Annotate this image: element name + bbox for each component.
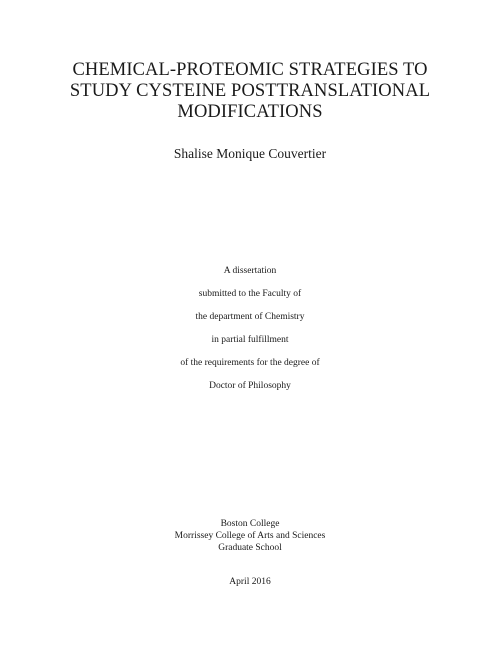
institution-line-2: Morrissey College of Arts and Sciences <box>174 531 326 541</box>
statement-line-1: A dissertation <box>223 266 277 276</box>
author-name: Shalise Monique Couvertier <box>173 146 327 161</box>
institution-line-1: Boston College <box>220 519 280 529</box>
statement-line-2: submitted to the Faculty of <box>198 289 302 299</box>
statement-line-5: of the requirements for the degree of <box>180 358 320 368</box>
statement-line-4: in partial fulfillment <box>211 335 289 345</box>
title-line-2: STUDY CYSTEINE POSTTRANSLATIONAL <box>69 81 431 101</box>
institution-block <box>40 518 460 554</box>
statement-line-3: the department of Chemistry <box>195 312 305 322</box>
submission-date: April 2016 <box>229 577 271 587</box>
dissertation-title <box>40 60 460 123</box>
statement-line-6: Doctor of Philosophy <box>209 381 291 391</box>
institution-line-3: Graduate School <box>218 543 282 553</box>
title-line-3: MODIFICATIONS <box>177 102 323 122</box>
degree-statement <box>40 266 460 404</box>
title-line-1: CHEMICAL-PROTEOMIC STRATEGIES TO <box>72 60 428 80</box>
